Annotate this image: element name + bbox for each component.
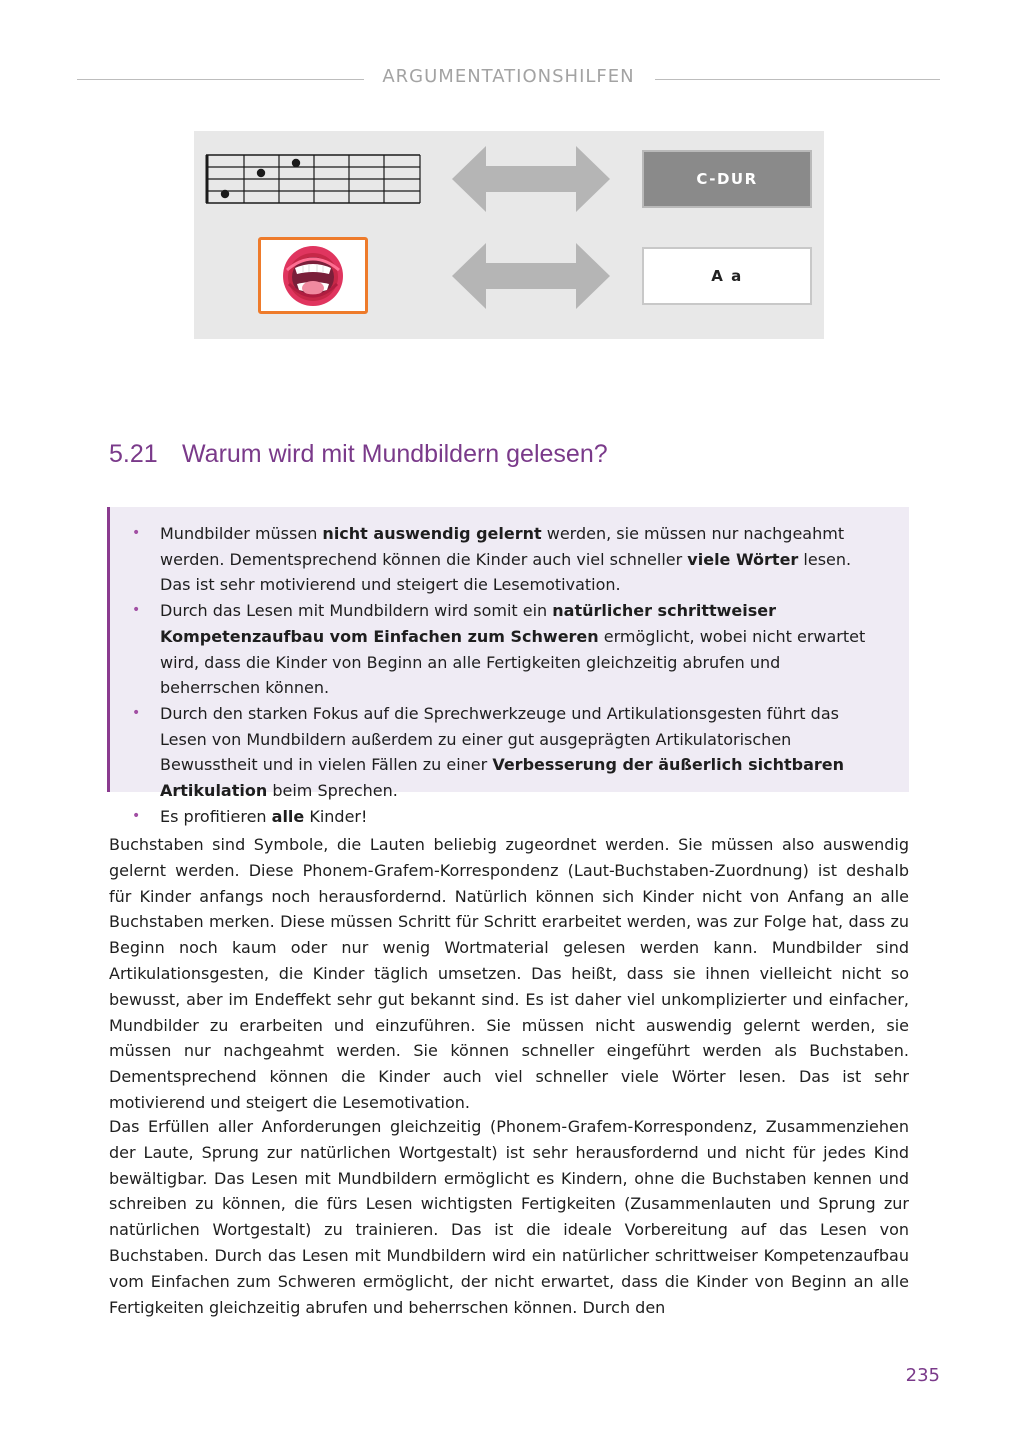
comparison-figure — [194, 131, 824, 339]
bullet-emphasis: Verbesserung der äußerlich sichtbaren Artikulation — [160, 755, 844, 801]
section-heading — [109, 440, 608, 469]
running-header — [77, 64, 940, 92]
bullet-text: Mundbilder müssen — [160, 524, 323, 543]
bullet-text: Kinder! — [304, 806, 368, 826]
bullet-text: beim Sprechen. — [267, 781, 398, 801]
header-rule-right — [655, 79, 940, 80]
section-title: Warum wird mit Mundbildern gelesen? — [182, 440, 608, 468]
bullet-emphasis: natürlicher schrittweiser Kompetenzaufbau vom Einfachen zum Schweren — [160, 601, 777, 646]
bullet-emphasis: viele Wörter — [687, 549, 799, 569]
body-paragraph: Buchstaben sind Symbole, die Lauten beliebig zugeordnet werden. Sie müssen also auswendig gelernt werden. Diese Phonem-Grafem-Korrespondenz (Laut-Buchstaben-Zuordnung) ist deshalb für Kinder anfangs noch herausfordernd. Natürlich können sich Kinder nicht von Anfang an alle Buchstaben merken. Diese müssen Schritt für Schritt erarbeitet werden, was zur Folge hat, dass zu Beginn noch kaum oder nur wenig Wortmaterial gelesen werden kann. Mundbilder sind Artikulationsgesten, die Kinder täglich umsetzen. Das heißt, dass sie ihnen vielleicht nicht so bewusst, aber im Endeffekt sehr gut bekannt sind. Es ist daher viel unkomplizierter und einfacher, Mundbilder zu erarbeiten und einzuführen. Sie müssen nicht auswendig gelernt werden, sie müssen nur nachgeahmt werden. Sie können schneller eingeführt werden als Buchstaben. Dementsprechend können die Kinder auch viel schneller viele Wörter lesen. Das ist sehr motivierend und steigert die Lesemotivation. — [109, 835, 909, 1112]
page-number: 235 — [905, 1365, 940, 1386]
bullet-text: Es profitieren — [160, 806, 272, 826]
open-mouth-icon — [281, 244, 345, 308]
bullet-text: Durch das Lesen mit Mundbildern wird somit ein — [160, 601, 553, 621]
bullet-text: werden, sie müssen nur nachgeahmt werden. Dementsprechend können die Kinder auch viel schneller — [160, 524, 845, 569]
running-header-title: ARGUMENTATIONSHILFEN — [382, 66, 635, 87]
bullet-text: lesen. Das ist sehr motivierend und steigert die Lesemotivation. — [160, 549, 852, 595]
chord-label-box: C-DUR — [642, 150, 812, 208]
summary-bullet-item — [160, 521, 879, 598]
double-arrow-icon — [452, 146, 610, 212]
summary-bullet-item — [160, 598, 879, 701]
double-arrow-icon — [452, 243, 610, 309]
music-staff-icon — [204, 153, 422, 207]
summary-bullet-list — [160, 521, 879, 829]
bullet-emphasis: nicht auswendig gelernt — [322, 524, 542, 543]
mouth-picture-frame — [258, 237, 368, 314]
summary-bullet-item — [160, 804, 879, 830]
bullet-text: Durch den starken Fokus auf die Sprechwerkzeuge und Artikulationsgesten führt das Lesen von Mundbildern außerdem zu einer gut ausgeprägten Artikulatorischen Bewusstheit und in vielen Fällen zu einer — [160, 703, 839, 775]
summary-box — [107, 507, 909, 826]
section-number: 5.21 — [109, 440, 158, 468]
body-paragraph: Das Erfüllen aller Anforderungen gleichzeitig (Phonem-Grafem-Korrespondenz, Zusammenziehen der Laute, Sprung zur natürlichen Wortgestalt) ist sehr herausfordernd und nicht für jedes Kind bewältigbar. Das Lesen mit Mundbildern ermöglicht es Kindern, ohne die Buchstaben kennen und schreiben zu können, die fürs Lesen wichtigsten Fertigkeiten (Zusammenlauten und Sprung zur natürlichen Wortgestalt) zu trainieren. Das ist die ideale Vorbereitung auf das Lesen von Buchstaben. Durch das Lesen mit Mundbildern wird ein natürlicher schrittweiser Kompetenzaufbau vom Einfachen zum Schweren ermöglicht, der nicht erwartet, dass die Kinder von Beginn an alle Fertigkeiten gleichzeitig abrufen und beherrschen können. Durch den — [109, 1117, 909, 1317]
letter-label-box: A a — [642, 247, 812, 305]
bullet-text: ermöglicht, wobei nicht erwartet wird, dass die Kinder von Beginn an alle Fertigkeiten gleichzeitig abrufen und beherrschen können. — [160, 626, 866, 698]
bullet-emphasis: alle — [271, 806, 305, 826]
summary-bullet-item — [160, 701, 879, 804]
